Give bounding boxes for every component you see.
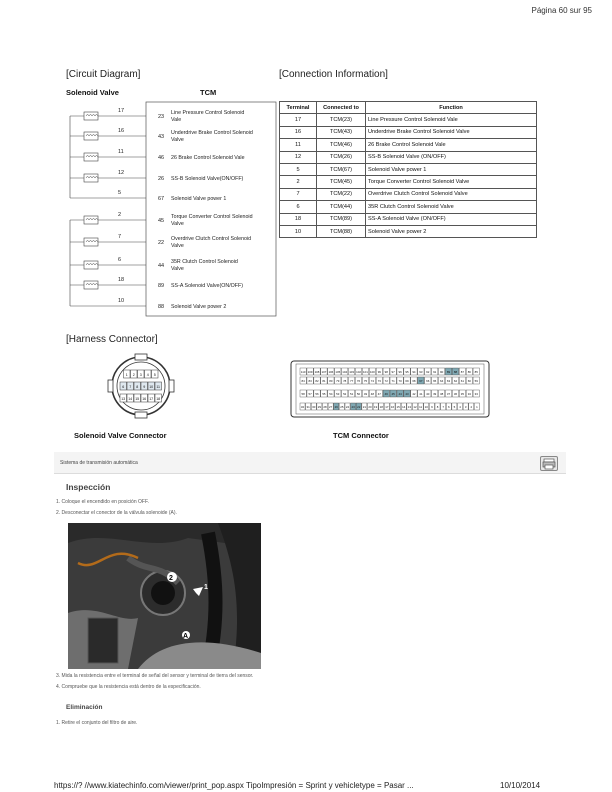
connection-header-row xyxy=(280,102,537,114)
photo-label-a: A xyxy=(183,633,189,640)
tcm-pin-label: 36 xyxy=(453,392,458,396)
circuit-wire-number: 6 xyxy=(118,257,122,263)
tcm-pin-label: 76 xyxy=(356,379,361,383)
circuit-function-label-2: Valve xyxy=(171,221,184,227)
tcm-pin-label: 35 xyxy=(460,392,465,396)
tcm-pin-label: 37 xyxy=(446,392,451,396)
circuit-wire-number: 16 xyxy=(118,128,125,134)
tcm-pin-label: 28 xyxy=(323,405,327,409)
tcm-pin-label: 31 xyxy=(306,405,310,409)
circuit-function-label: SS-B Solenoid Valve(ON/OFF) xyxy=(171,176,244,182)
connection-table xyxy=(279,101,537,238)
tcm-pin-label: 81 xyxy=(322,379,326,383)
tcm-pin-label: 105 xyxy=(335,370,341,374)
connection-row xyxy=(280,201,537,213)
tcm-pin-label: 54 xyxy=(329,392,333,396)
solenoid-pin-label: 6 xyxy=(122,385,125,389)
cell-terminal: 6 xyxy=(280,201,317,213)
tcm-pin-label: 62 xyxy=(453,379,458,383)
circuit-wire-number: 2 xyxy=(118,212,122,218)
circuit-function-label: Line Pressure Control Solenoid xyxy=(171,110,245,116)
tcm-pin-label: 90 xyxy=(440,370,444,374)
circuit-wire-number: 5 xyxy=(118,190,122,196)
tcm-pin-label: 60 xyxy=(467,379,471,383)
tcm-pin-label: 97 xyxy=(391,370,395,374)
tcm-pin-label: 29 xyxy=(317,405,321,409)
tcm-pin-label: 71 xyxy=(391,379,395,383)
tcm-pin-label: 53 xyxy=(336,392,340,396)
tcm-pin-label: 95 xyxy=(405,370,409,374)
cell-connected-to: TCM(23) xyxy=(317,114,366,126)
tcm-pin-label: 98 xyxy=(384,370,388,374)
tcm-pin-label: 39 xyxy=(433,392,437,396)
inspection-step-4: 4. Compruebe que la resistencia está dentro de la especificación. xyxy=(56,684,201,690)
solenoid-valve-header: Solenoid Valve xyxy=(66,88,119,97)
tcm-pin-label: 109 xyxy=(307,370,313,374)
circuit-diagram-title: [Circuit Diagram] xyxy=(66,69,141,80)
tcm-pin-label: 67 xyxy=(419,379,423,383)
tcm-pin-label: 110 xyxy=(300,370,306,374)
inspection-step-2: 2. Desconectar el conector de la válvula solenoide (A). xyxy=(56,510,177,516)
cell-terminal: 5 xyxy=(280,163,317,175)
tcm-pin-label: 3 xyxy=(464,405,467,409)
solenoid-pin-label: 9 xyxy=(143,385,146,389)
tcm-pin-label: 50 xyxy=(356,392,361,396)
tcm-pin-label: 34 xyxy=(467,392,471,396)
tcm-pin-label: 24 xyxy=(345,405,350,409)
tcm-pin-label: 94 xyxy=(412,370,416,374)
solenoid-pins xyxy=(120,370,162,402)
tcm-pin-label: 74 xyxy=(370,379,375,383)
tcm-pin-label: 49 xyxy=(363,392,368,396)
tcm-pin-label: 86 xyxy=(467,370,471,374)
tcm-pin-label: 22 xyxy=(357,405,361,409)
tcm-pin-label: 42 xyxy=(412,392,416,396)
tcm-pin-label: 63 xyxy=(446,379,451,383)
tcm-pin-label: 25 xyxy=(340,405,344,409)
tcm-pin-label: 101 xyxy=(363,370,368,374)
solenoid-pin-label: 8 xyxy=(136,385,139,389)
circuit-wire-number: 12 xyxy=(118,170,125,176)
tcm-pin-label: 77 xyxy=(350,379,354,383)
cell-connected-to: TCM(26) xyxy=(317,151,366,163)
tcm-pin-label: 10 xyxy=(424,405,428,409)
solenoid-pin-label: 15 xyxy=(135,397,140,401)
footer-url[interactable]: https://? //www.kiatechinfo.com/viewer/print_pop.aspx TipoImpresión = Sprint y vehicletype = Pasar ... xyxy=(54,781,414,790)
tcm-pin-label: 32 xyxy=(300,405,305,409)
solenoid-pin-label: 11 xyxy=(156,385,161,389)
tcm-pin-label: 46 xyxy=(384,392,388,396)
photo-label-2: 2 xyxy=(169,575,173,582)
circuit-rows xyxy=(70,108,253,310)
solenoid-connector-photo xyxy=(68,523,261,669)
col-function: Function xyxy=(366,102,537,114)
tcm-pin-label: 73 xyxy=(377,379,381,383)
cell-function: 35R Clutch Control Solenoid Valve xyxy=(366,201,537,213)
harness-connector-title: [Harness Connector] xyxy=(66,334,158,345)
tcm-pin-label: 33 xyxy=(474,392,478,396)
cell-function: Solenoid Valve power 2 xyxy=(366,225,537,237)
circuit-function-label: Solenoid Valve power 2 xyxy=(171,304,227,310)
tcm-pin-label: 91 xyxy=(433,370,437,374)
circuit-function-label-2: Valve xyxy=(171,266,184,272)
tcm-pin-label: 64 xyxy=(440,379,444,383)
cell-connected-to: TCM(44) xyxy=(317,201,366,213)
solenoid-pin-label: 4 xyxy=(146,373,149,377)
cell-connected-to: TCM(46) xyxy=(317,139,366,151)
connection-row xyxy=(280,213,537,225)
cell-connected-to: TCM(22) xyxy=(317,188,366,200)
circuit-pin-number: 44 xyxy=(158,263,165,269)
tcm-pin-label: 58 xyxy=(301,392,305,396)
cell-terminal: 12 xyxy=(280,151,317,163)
tcm-pin-label: 68 xyxy=(412,379,416,383)
tcm-pin-label: 13 xyxy=(407,405,411,409)
tcm-pin-label: 84 xyxy=(301,379,305,383)
tcm-pin-label: 88 xyxy=(453,370,458,374)
circuit-function-label: Solenoid Valve power 1 xyxy=(171,196,227,202)
circuit-function-label: 26 Brake Control Solenoid Vale xyxy=(171,155,245,161)
tcm-pin-label: 2 xyxy=(470,405,473,409)
tcm-pin-label: 19 xyxy=(374,405,378,409)
cell-terminal: 16 xyxy=(280,126,317,138)
circuit-diagram xyxy=(60,96,282,322)
circuit-wire-number: 18 xyxy=(118,277,125,283)
solenoid-pin-label: 14 xyxy=(128,397,133,401)
circuit-function-label: SS-A Solenoid Valve(ON/OFF) xyxy=(171,283,244,289)
solenoid-pin-label: 16 xyxy=(142,397,147,401)
tcm-pin-label: 43 xyxy=(405,392,409,396)
print-button[interactable] xyxy=(540,456,558,471)
tcm-pin-label: 70 xyxy=(398,379,402,383)
cell-connected-to: TCM(88) xyxy=(317,225,366,237)
cell-connected-to: TCM(89) xyxy=(317,213,366,225)
tcm-pin-label: 11 xyxy=(419,405,423,409)
removal-title: Eliminación xyxy=(66,704,103,711)
page-number: Página 60 sur 95 xyxy=(531,6,592,15)
tcm-pin-label: 38 xyxy=(440,392,444,396)
tcm-pin-label: 100 xyxy=(369,370,375,374)
connection-row xyxy=(280,176,537,188)
tcm-pin-label: 107 xyxy=(321,370,327,374)
tcm-pin-label: 89 xyxy=(446,370,451,374)
tcm-pin-label: 83 xyxy=(308,379,312,383)
solenoid-connector-caption: Solenoid Valve Connector xyxy=(74,431,167,440)
circuit-pin-number: 88 xyxy=(158,304,165,310)
cell-terminal: 18 xyxy=(280,213,317,225)
connection-info-title: [Connection Information] xyxy=(279,69,388,80)
inspection-step-1: 1. Coloque el encendido en posición OFF. xyxy=(56,499,149,505)
tcm-pin-label: 18 xyxy=(379,405,383,409)
tcm-pin-label: 47 xyxy=(377,392,381,396)
solenoid-valve-connector xyxy=(104,352,178,422)
tcm-pin-label: 45 xyxy=(391,392,395,396)
tcm-pin-label: 104 xyxy=(342,370,348,374)
tcm-pin-label: 1 xyxy=(476,405,478,409)
circuit-pin-number: 23 xyxy=(158,114,165,120)
cell-connected-to: TCM(67) xyxy=(317,163,366,175)
cell-terminal: 11 xyxy=(280,139,317,151)
connection-row xyxy=(280,126,537,138)
cell-function: SS-B Solenoid Valve (ON/OFF) xyxy=(366,151,537,163)
connection-row xyxy=(280,188,537,200)
tcm-pin-label: 6 xyxy=(447,405,450,409)
circuit-pin-number: 46 xyxy=(158,155,165,161)
solenoid-pin-label: 2 xyxy=(132,373,135,377)
circuit-function-label-2: Vale xyxy=(171,117,182,123)
circuit-function-label: Torque Converter Control Solenoid xyxy=(171,214,253,220)
circuit-pin-number: 43 xyxy=(158,134,165,140)
tcm-pin-label: 56 xyxy=(315,392,319,396)
solenoid-pin-label: 10 xyxy=(149,385,154,389)
footer-date: 10/10/2014 xyxy=(500,781,541,790)
tcm-pin-label: 12 xyxy=(413,405,417,409)
tcm-connector xyxy=(290,360,490,418)
tcm-connector-caption: TCM Connector xyxy=(333,431,389,440)
solenoid-pin-label: 1 xyxy=(125,373,128,377)
tcm-pin-label: 51 xyxy=(350,392,354,396)
tcm-pin-label: 20 xyxy=(368,405,372,409)
inspection-step-3: 3. Mida la resistencia entre el terminal de señal del sensor y terminal de tierra del sensor. xyxy=(56,673,254,679)
circuit-wire-number: 7 xyxy=(118,234,122,240)
tcm-pin-label: 48 xyxy=(370,392,375,396)
connection-row xyxy=(280,114,537,126)
tcm-pin-label: 44 xyxy=(398,392,402,396)
cell-function: Line Pressure Control Solenoid Vale xyxy=(366,114,537,126)
tcm-pin-label: 23 xyxy=(351,405,355,409)
cell-function: Torque Converter Control Solenoid Valve xyxy=(366,176,537,188)
tcm-pin-label: 108 xyxy=(314,370,320,374)
tcm-pin-label: 40 xyxy=(426,392,430,396)
tcm-pin-label: 14 xyxy=(402,405,406,409)
cell-function: Overdrive Clutch Control Solenoid Valve xyxy=(366,188,537,200)
tcm-pin-label: 5 xyxy=(453,405,456,409)
cell-terminal: 10 xyxy=(280,225,317,237)
tcm-pin-label: 15 xyxy=(396,405,400,409)
printer-icon xyxy=(541,457,557,470)
solenoid-pin-label: 13 xyxy=(121,397,126,401)
tcm-pin-label: 102 xyxy=(356,370,361,374)
tcm-pin-label: 75 xyxy=(363,379,368,383)
circuit-wire-number: 10 xyxy=(118,298,125,304)
circuit-function-label: 35R Clutch Control Solenoid xyxy=(171,259,238,265)
cell-function: SS-A Solenoid Valve (ON/OFF) xyxy=(366,213,537,225)
tcm-pin-label: 52 xyxy=(343,392,347,396)
connection-row xyxy=(280,163,537,175)
circuit-wire-number: 17 xyxy=(118,108,125,114)
col-terminal: Terminal xyxy=(280,102,317,114)
cell-connected-to: TCM(43) xyxy=(317,126,366,138)
cell-terminal: 17 xyxy=(280,114,317,126)
tcm-pin-label: 21 xyxy=(362,405,366,409)
cell-connected-to: TCM(45) xyxy=(317,176,366,188)
tcm-pin-label: 65 xyxy=(433,379,437,383)
tcm-pin-label: 80 xyxy=(329,379,333,383)
circuit-function-label-2: Valve xyxy=(171,243,184,249)
tcm-header: TCM xyxy=(200,88,217,97)
tcm-pin-label: 69 xyxy=(405,379,409,383)
tcm-pin-label: 17 xyxy=(385,405,389,409)
connection-row xyxy=(280,151,537,163)
tcm-pin-label: 9 xyxy=(431,405,433,409)
circuit-function-label: Underdrive Brake Control Solenoid xyxy=(171,130,253,136)
circuit-pin-number: 22 xyxy=(158,240,165,246)
circuit-pin-number: 67 xyxy=(158,196,165,202)
tcm-pin-label: 72 xyxy=(384,379,388,383)
tcm-pins xyxy=(300,368,479,410)
connection-row xyxy=(280,225,537,237)
tcm-pin-label: 85 xyxy=(474,370,478,374)
solenoid-pin-label: 17 xyxy=(149,397,154,401)
tcm-pin-label: 103 xyxy=(349,370,355,374)
photo-label-1: 1 xyxy=(204,584,208,591)
tcm-pin-label: 82 xyxy=(315,379,319,383)
cell-function: Solenoid Valve power 1 xyxy=(366,163,537,175)
tcm-pin-label: 93 xyxy=(419,370,423,374)
tcm-pin-label: 99 xyxy=(377,370,381,374)
circuit-function-label-2: Valve xyxy=(171,137,184,143)
section-header: Sistema de transmisión automática xyxy=(60,460,138,466)
circuit-pin-number: 89 xyxy=(158,283,165,289)
tcm-pin-label: 87 xyxy=(460,370,465,374)
tcm-pin-label: 30 xyxy=(312,405,316,409)
tcm-pin-label: 66 xyxy=(426,379,430,383)
circuit-function-label: Overdrive Clutch Control Solenoid xyxy=(171,236,252,242)
tcm-pin-label: 27 xyxy=(329,405,333,409)
cell-function: Underdrive Brake Control Solenoid Valve xyxy=(366,126,537,138)
circuit-wire-number: 11 xyxy=(118,149,124,155)
circuit-pin-number: 26 xyxy=(158,176,165,182)
connection-row xyxy=(280,139,537,151)
tcm-pin-label: 79 xyxy=(336,379,340,383)
tcm-pin-label: 96 xyxy=(398,370,402,374)
solenoid-pin-label: 18 xyxy=(156,397,161,401)
tcm-pin-label: 4 xyxy=(459,405,461,409)
tcm-pin-label: 8 xyxy=(436,405,439,409)
removal-step-1: 1. Retire el conjunto del filtro de aire. xyxy=(56,720,138,726)
cell-terminal: 7 xyxy=(280,188,317,200)
solenoid-pin-label: 5 xyxy=(153,373,156,377)
tcm-pin-label: 59 xyxy=(474,379,478,383)
tcm-pin-label: 41 xyxy=(419,392,423,396)
col-connected-to: Connected to xyxy=(317,102,366,114)
tcm-pin-label: 92 xyxy=(426,370,430,374)
tcm-pin-label: 106 xyxy=(328,370,334,374)
connection-body xyxy=(280,114,537,238)
tcm-pin-label: 7 xyxy=(442,405,444,409)
tcm-pin-label: 78 xyxy=(343,379,347,383)
inspection-title: Inspección xyxy=(66,482,111,492)
solenoid-pin-label: 7 xyxy=(129,385,132,389)
solenoid-pin-label: 3 xyxy=(139,373,142,377)
circuit-pin-number: 45 xyxy=(158,218,165,224)
tcm-pin-label: 57 xyxy=(308,392,312,396)
tcm-pin-label: 55 xyxy=(322,392,326,396)
tcm-pin-label: 16 xyxy=(390,405,395,409)
tcm-pin-label: 26 xyxy=(334,405,338,409)
cell-function: 26 Brake Control Solenoid Vale xyxy=(366,139,537,151)
tcm-pin-label: 61 xyxy=(460,379,465,383)
cell-terminal: 2 xyxy=(280,176,317,188)
